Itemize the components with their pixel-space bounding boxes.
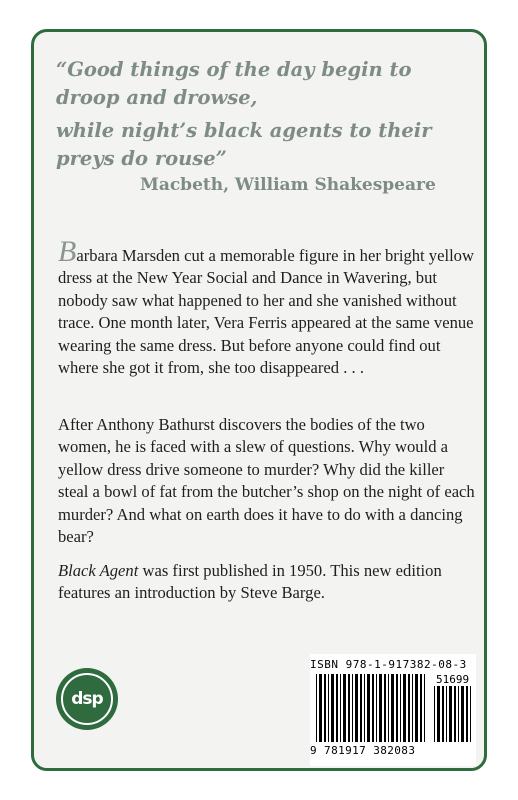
drop-cap: B <box>58 235 77 268</box>
isbn-label: ISBN 978-1-917382-08-3 <box>310 658 467 671</box>
epigraph-line-2: while night’s black agents to their preys do rouse” <box>56 119 432 170</box>
price-code: 51699 <box>436 673 470 686</box>
blurb-paragraph-3-text: was first published in 1950. This new edition features an introduction by Steve Barge. <box>58 561 442 603</box>
blurb-paragraph-3 <box>58 560 478 605</box>
blurb-paragraph-1 <box>58 235 478 379</box>
barcode-addon-bars-icon <box>434 686 474 742</box>
blurb-paragraph-2: After Anthony Bathurst discovers the bodies of the two women, he is faced with a slew of questions. Why would a yellow dress drive someone to murder? Why did the killer steal a bowl of fat from the butcher’s shop on the night of each murder? And what on earth does it have to do with a dancing bear? <box>58 415 475 547</box>
barcode-bars-icon <box>316 674 428 742</box>
blurb-paragraph-1-text: arbara Marsden cut a memorable figure in her bright yellow dress at the New Year Social and Dance in Wavering, but nobody saw what happened to her and she vanished without trace. One month later, Vera Ferris appeared at the same venue wearing the same dress. But before anyone could find out where she got it from, she too disappeared . . . <box>58 246 474 378</box>
barcode-digits: 9 781917 382083 <box>310 744 416 757</box>
publisher-logo-icon <box>61 673 113 725</box>
epigraph-attribution: Macbeth, William Shakespeare <box>140 175 436 195</box>
isbn-barcode <box>310 654 476 766</box>
publisher-logo-text: dsp <box>71 689 103 709</box>
book-title: Black Agent <box>58 561 139 580</box>
publisher-logo <box>56 668 118 730</box>
epigraph-line-1: “Good things of the day begin to droop and drowse, <box>56 58 412 109</box>
